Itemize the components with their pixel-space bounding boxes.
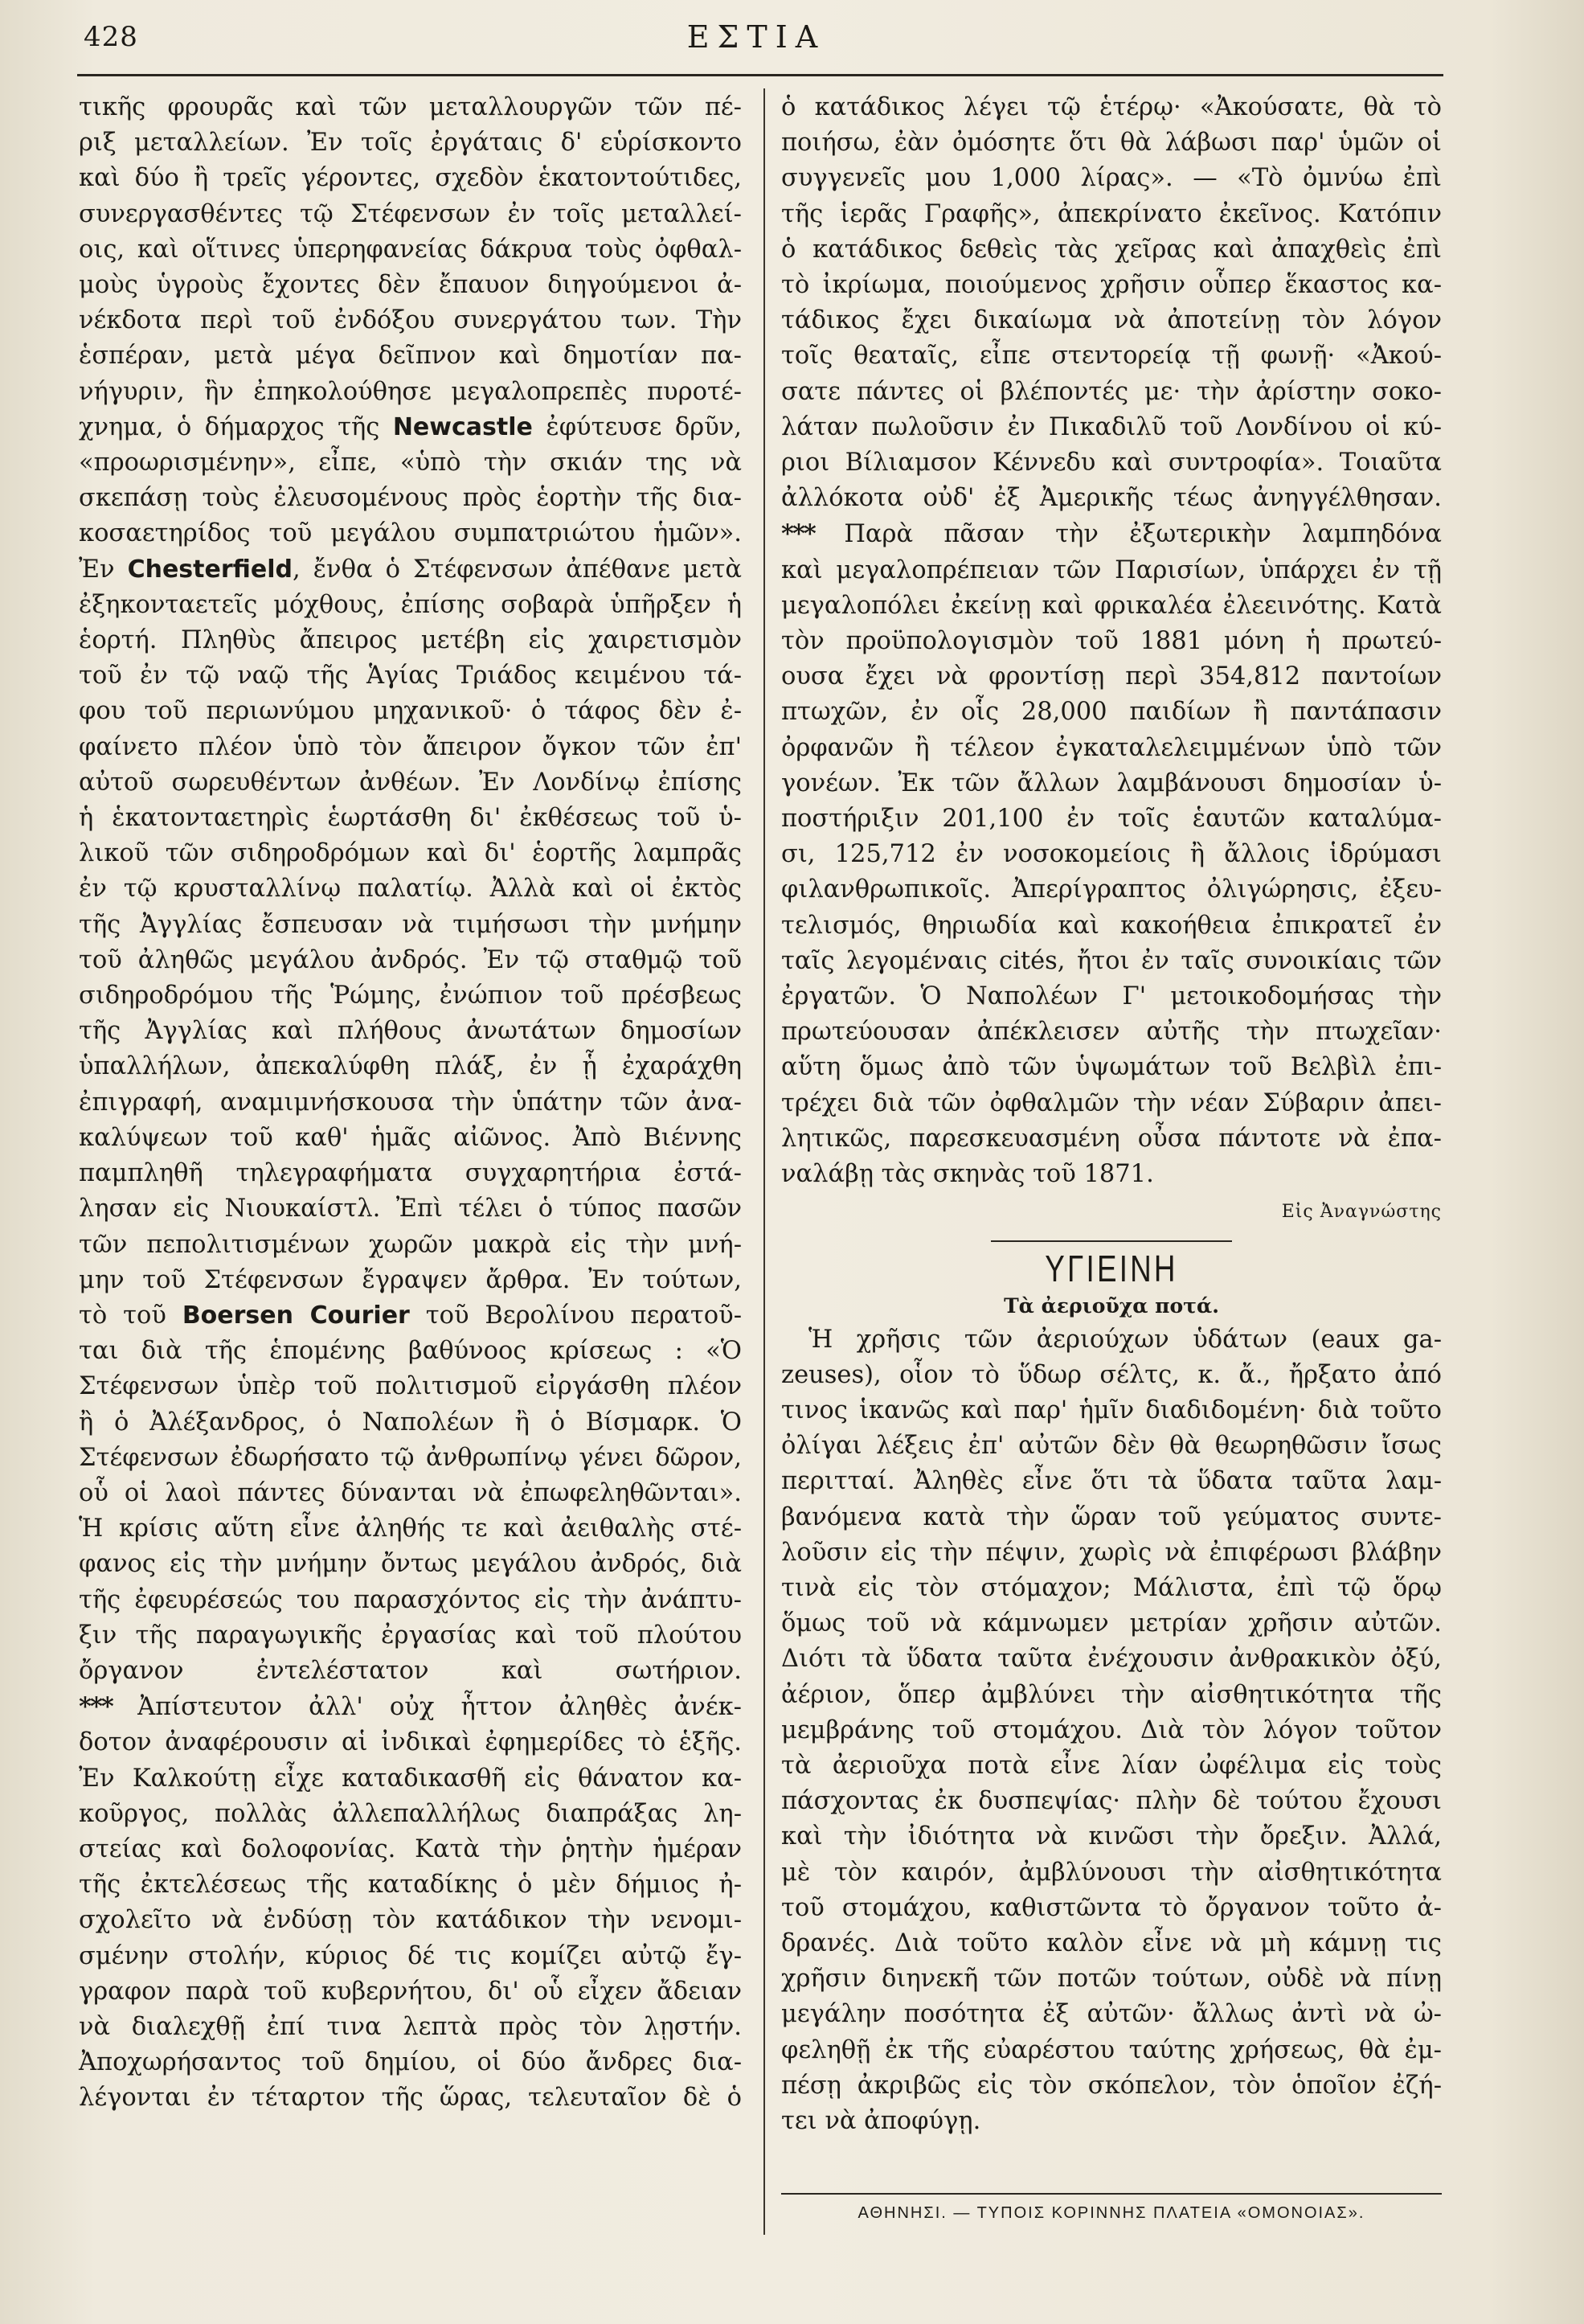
paragraph-ornament: *** — [781, 519, 815, 549]
text-line — [781, 303, 1442, 338]
text-line — [79, 1547, 742, 1582]
column-divider — [763, 88, 765, 2235]
text-line — [781, 1961, 1442, 1997]
text-line — [781, 481, 1442, 516]
text-line — [781, 1086, 1442, 1121]
text-segment: νὰ διαλεχθῇ ἐπί τινα λεπτὰ πρὸς τὸν λῃστήν. — [79, 2012, 742, 2041]
text-line — [781, 1500, 1442, 1535]
text-segment: ξιν τῆς παραγωγικῆς ἐργασίας καὶ τοῦ πλούτου — [79, 1621, 742, 1650]
text-line — [79, 1583, 742, 1618]
imprint-rule — [781, 2193, 1442, 2195]
text-segment: ριξ μεταλλείων. Ἐν τοῖς ἐργάταις δ' εὑρίσκοντο — [79, 129, 742, 158]
text-line — [781, 801, 1442, 837]
text-segment: γραφον παρὰ τοῦ κυβερνήτου, δι' οὗ εἶχεν ἄδειαν — [79, 1977, 742, 2006]
text-segment: φεληθῇ ἐκ τῆς εὐαρέστου ταύτης χρήσεως, θὰ ἐμ- — [781, 2035, 1442, 2064]
text-line — [781, 268, 1442, 303]
text-segment: τὸ ἰκρίωμα, ποιούμενος χρῆσιν οὗπερ ἕκαστος κα- — [781, 271, 1442, 300]
page-header — [77, 14, 1435, 63]
text-segment: δοτον ἀναφέρουσιν αἱ ἰνδικαὶ ἐφημερίδες τὸ ἑξῆς. — [79, 1728, 742, 1757]
text-segment: γονέων. Ἐκ τῶν ἄλλων λαμβάνουσι δημοσίαν ὑ- — [781, 769, 1442, 797]
text-line — [781, 1784, 1442, 1819]
text-segment: τοῦ Βερολίνου περατοῦ- — [409, 1301, 743, 1330]
text-segment: σιδηροδρόμου τῆς Ῥώμης, ἐνώπιον τοῦ πρέσβεως — [79, 982, 742, 1010]
text-segment: μεμβράνης τοῦ στομάχου. Διὰ τὸν λόγον τοῦτον — [781, 1715, 1442, 1744]
text-line — [79, 125, 742, 161]
text-segment: καὶ δύο ἢ τρεῖς γέροντες, σχεδὸν ἑκατοντούτιδες, — [79, 164, 742, 193]
text-line — [781, 872, 1442, 908]
text-line — [781, 90, 1442, 125]
text-segment: οις, καὶ οἵτινες ὑπερηφανείας δάκρυα τοὺς ὀφθαλ- — [79, 235, 742, 264]
section-subtitle: Τὰ ἀεριοῦχα ποτά. — [1004, 1293, 1219, 1318]
text-segment: ἐξηκονταετεῖς μόχθους, ἐπίσης σοβαρὰ ὑπῆρξεν ἡ — [79, 590, 742, 619]
text-line — [781, 445, 1442, 481]
text-line — [79, 1654, 742, 1689]
text-line — [79, 694, 742, 729]
proper-name: Newcastle — [392, 412, 533, 441]
text-segment: τοῦ ἀληθῶς μεγάλου ἀνδρός. Ἐν τῷ σταθμῷ τοῦ — [79, 945, 742, 974]
text-line — [781, 1428, 1442, 1464]
text-line — [79, 1832, 742, 1867]
text-segment: μην τοῦ Στέφενσων ἔγραψεν ἄρθρα. Ἐν τούτων, — [79, 1265, 742, 1294]
text-line — [79, 481, 742, 516]
text-segment: τρέχει διὰ τῶν ὀφθαλμῶν τὴν νέαν Σύβαριν ἀπει- — [781, 1088, 1442, 1117]
text-line — [79, 268, 742, 303]
text-segment: ουσα ἔχει νὰ φροντίσῃ περὶ 354,812 παντοίων — [781, 662, 1442, 691]
text-segment: , ἔνθα ὁ Στέφενσων ἀπέθανε μετὰ — [292, 555, 742, 584]
text-line — [79, 1121, 742, 1156]
text-line — [79, 516, 742, 551]
text-line — [781, 161, 1442, 196]
paragraph-ornament: *** — [79, 1692, 113, 1722]
text-segment: παμπληθῆ τηλεγραφήματα συγχαρητήρια ἐστά- — [79, 1159, 742, 1188]
text-segment: νέκδοτα περὶ τοῦ ἐνδόξου συνεργάτου των. Τὴν — [79, 306, 742, 335]
text-line — [79, 908, 742, 943]
text-segment: φανος εἰς τὴν μνήμην ὄντως μεγάλου ἀνδρός, διὰ — [79, 1550, 742, 1579]
text-segment: τῶν πεπολιτισμένων χωρῶν μακρὰ εἰς τὴν μνή- — [79, 1230, 742, 1259]
text-segment: τελισμός, θηριωδία καὶ κακοήθεια ἐπικρατεῖ ἐν — [781, 911, 1442, 940]
text-segment: νήγυριν, ἣν ἐπηκολούθησε μεγαλοπρεπὲς πυροτέ- — [79, 377, 742, 406]
text-line — [781, 731, 1442, 766]
text-line — [79, 1085, 742, 1121]
text-segment: φιλανθρωπικοῖς. Ἀπερίγραπτος ὀλιγώρησις, ἐξευ- — [781, 875, 1442, 904]
text-segment: ἐργατῶν. Ὁ Ναπολέων Γ' μετοικοδομήσας τὴν — [781, 982, 1442, 1011]
text-line — [79, 1974, 742, 2010]
text-segment: φαίνετο πλέον ὑπὸ τὸν ἄπειρον ὄγκον τῶν ἐπ' — [79, 732, 742, 761]
text-line — [781, 1571, 1442, 1606]
text-segment: κοσαετηρίδος τοῦ μεγάλου συμπατριώτου ἡμῶν». — [79, 519, 742, 548]
text-segment: τοῦ ἐν τῷ ναῷ τῆς Ἁγίας Τριάδος κειμένου τά- — [79, 662, 742, 691]
text-line — [781, 553, 1442, 588]
text-line — [781, 1606, 1442, 1642]
text-line — [79, 1797, 742, 1832]
text-line — [781, 1642, 1442, 1677]
text-line — [781, 1713, 1442, 1748]
text-line — [781, 944, 1442, 979]
text-line — [79, 1156, 742, 1191]
text-segment: ὀρφανῶν ἢ τέλεον ἐγκαταλελειμμένων ὑπὸ τῶν — [781, 733, 1442, 762]
text-segment: ὀλίγαι λέξεις ἐπ' αὐτῶν δὲν θὰ θεωρηθῶσιν ἴσως — [781, 1432, 1442, 1461]
text-segment: ἑορτή. Πληθὺς ἄπειρος μετέβη εἰς χαιρετισμὸν — [79, 626, 742, 655]
text-line — [781, 1819, 1442, 1855]
text-segment: Διότι τὰ ὕδατα ταῦτα ἐνέχουσιν ἀνθρακικὸν ὀξύ, — [781, 1645, 1442, 1674]
text-segment: λέγονται ἐν τέταρτον τῆς ὥρας, τελευταῖον δὲ ὁ — [79, 2084, 742, 2113]
text-line — [79, 303, 742, 338]
text-line — [781, 908, 1442, 944]
text-line — [781, 766, 1442, 801]
text-line — [781, 979, 1442, 1014]
page-number: 428 — [84, 21, 138, 53]
text-line — [79, 161, 742, 196]
text-segment: Ἡ χρῆσις τῶν ἀεριούχων ὑδάτων (eaux ga- — [808, 1325, 1442, 1354]
text-line — [781, 2104, 1442, 2139]
text-segment: αὕτη ὅμως ἀπὸ τῶν ὑψωμάτων τοῦ Βελβὶλ ἐπι- — [781, 1053, 1442, 1082]
signature-text: Εἰς Ἀναγνώστης — [1281, 1202, 1442, 1223]
text-line — [79, 552, 742, 588]
text-segment: σμένην στολήν, κύριος δέ τις κομίζει αὐτῷ ἔγ- — [79, 1941, 742, 1970]
text-segment: σχολεῖτο νὰ ἐνδύσῃ τὸν κατάδικον τὴν νενομι- — [79, 1906, 742, 1935]
text-segment: λητικῶς, παρεσκευασμένη οὖσα πάντοτε νὰ ἐπα- — [781, 1124, 1442, 1153]
text-line — [781, 1464, 1442, 1499]
text-segment: ὁ κατάδικος λέγει τῷ ἑτέρῳ· «Ἀκούσατε, θὰ τὸ — [781, 93, 1442, 121]
text-line — [781, 695, 1442, 730]
article-signature — [781, 1192, 1442, 1230]
text-line — [79, 1014, 742, 1049]
text-segment: τὸ τοῦ — [79, 1301, 182, 1330]
text-segment: πέσῃ ἀκριβῶς εἰς τὸν σκόπελον, τὸν ὁποῖον ἐζή- — [781, 2071, 1442, 2100]
text-segment: περιτταί. Ἀληθὲς εἶνε ὅτι τὰ ὕδατα ταῦτα λαμ- — [781, 1467, 1442, 1496]
text-line — [781, 375, 1442, 410]
text-line — [79, 1689, 742, 1725]
text-segment: Στέφενσων ἐδωρήσατο τῷ ἀνθρωπίνῳ γένει δῶρον, — [79, 1443, 742, 1472]
text-line — [79, 1263, 742, 1298]
text-segment: στείας καὶ δολοφονίας. Κατὰ τὴν ῥητὴν ἡμέραν — [79, 1834, 742, 1863]
section-rule — [991, 1240, 1232, 1242]
text-segment: βανόμενα κατὰ τὴν ὥραν τοῦ γεύματος συντε- — [781, 1502, 1442, 1531]
text-segment: τὰ ἀεριοῦχα ποτὰ εἶνε λίαν ὠφέλιμα εἰς τοὺς — [781, 1751, 1442, 1780]
text-segment: πρωτεύουσαν ἀπέκλεισεν αὐτῆς τὴν πτωχεῖαν· — [781, 1018, 1442, 1047]
text-line — [781, 232, 1442, 268]
text-line — [79, 765, 742, 801]
proper-name: Chesterfield — [127, 555, 293, 584]
text-segment: ποστήριξιν 201,100 ἐν τοῖς ἑαυτῶν καταλύμα- — [781, 805, 1442, 834]
text-segment: ἑσπέραν, μετὰ μέγα δεῖπνον καὶ δημοτίαν πα- — [79, 342, 742, 371]
text-segment: «προωρισμένην», εἶπε, «ὑπὸ τὴν σκιάν της νὰ — [79, 449, 742, 478]
text-line — [79, 1298, 742, 1334]
text-segment: ἐπιγραφή, αναμιμνήσκουσα τὴν ὑπάτην τῶν ἀνα- — [79, 1088, 742, 1117]
text-line — [781, 1050, 1442, 1085]
text-segment: τοῦ στομάχου, καθιστῶντα τὸ ὄργανον τοῦτο ἀ- — [781, 1893, 1442, 1922]
text-line — [781, 1157, 1442, 1192]
text-segment: καλύψεων τοῦ καθ' ἡμᾶς αἰῶνος. Ἀπὸ Βιέννης — [79, 1123, 742, 1152]
text-segment: μὲ τὸν καιρόν, ἀμβλύνουσι τὴν αἰσθητικότητα — [781, 1858, 1442, 1887]
text-segment: οὗ οἱ λαοὶ πάντες δύνανται νὰ ἐπωφεληθῶνται». — [79, 1478, 742, 1507]
text-segment: λησαν εἰς Νιουκαίστλ. Ἐπὶ τέλει ὁ τύπος πασῶν — [79, 1195, 742, 1223]
text-segment: τῆς Ἀγγλίας καὶ πλήθους ἀνωτάτων δημοσίων — [79, 1017, 742, 1046]
text-segment: ὅμως τοῦ νὰ κάμνωμεν μετρίαν χρῆσιν αὐτῶν. — [781, 1609, 1442, 1638]
text-line — [781, 659, 1442, 695]
text-line — [781, 837, 1442, 872]
text-line — [781, 338, 1442, 374]
text-segment: τῆς Ἀγγλίας ἔσπευσαν νὰ τιμήσωσι τὴν μνήμην — [79, 910, 742, 939]
text-line — [79, 978, 742, 1014]
text-segment: πτωχῶν, ἐν οἷς 28,000 παιδίων ἢ παντάπασιν — [781, 698, 1442, 727]
right-column — [781, 90, 1442, 2139]
text-segment: δρανές. Διὰ τοῦτο καλὸν εἶνε νὰ μὴ κάμνῃ τις — [781, 1928, 1442, 1957]
text-line — [79, 90, 742, 125]
text-line — [79, 1867, 742, 1903]
proper-name: Boersen Courier — [182, 1301, 410, 1330]
text-line — [79, 410, 742, 445]
text-segment: τῆς ἐφευρέσεώς του παρασχόντος εἰς τὴν ἀνάπτυ- — [79, 1585, 742, 1614]
text-segment: φου τοῦ περιωνύμου μηχανικοῦ· ὁ τάφος δὲν ἐ- — [79, 697, 742, 726]
text-segment: μεγάλην ποσότητα ἐξ αὐτῶν· ἄλλως ἀντὶ νὰ ὠ- — [781, 2000, 1442, 2029]
text-segment: κοῦργος, πολλὰς ἀλλεπαλλήλως διαπράξας λη- — [79, 1799, 742, 1828]
text-segment: ὁ κατάδικος δεθεὶς τὰς χεῖρας καὶ ἀπαχθεὶς ἐπὶ — [781, 235, 1442, 264]
text-line — [781, 1322, 1442, 1358]
text-line — [79, 1369, 742, 1404]
text-line — [79, 338, 742, 374]
text-segment: ὄργανον ἐντελέστατον καὶ σωτήριον. — [79, 1656, 742, 1685]
text-line — [79, 836, 742, 871]
text-line — [79, 1939, 742, 1974]
text-segment: Ἐν Καλκούτῃ εἶχε καταδικασθῆ εἰς θάνατον κα- — [79, 1764, 742, 1793]
text-line — [781, 2033, 1442, 2068]
text-segment: ἐν τῷ κρυσταλλίνῳ παλατίῳ. Ἀλλὰ καὶ οἱ ἐκτὸς — [79, 875, 742, 904]
text-line — [79, 1476, 742, 1511]
text-line — [781, 125, 1442, 161]
text-line — [781, 1891, 1442, 1926]
text-segment: τάδικος ἔχει δικαίωμα νὰ ἀποτείνῃ τὸν λόγον — [781, 306, 1442, 335]
text-line — [79, 658, 742, 694]
text-line — [781, 1926, 1442, 1961]
text-line — [79, 1511, 742, 1547]
text-line — [781, 1121, 1442, 1157]
text-segment: Ἡ κρίσις αὕτη εἶνε ἀληθής τε καὶ ἀειθαλὴς στέ- — [79, 1514, 742, 1543]
text-segment: μοὺς ὑγροὺς ἔχοντες δὲν ἔπαυον διηγούμενοι ἀ- — [79, 271, 742, 300]
text-segment: σατε πάντες οἱ βλέποντές με· τὴν ἀρίστην σοκο- — [781, 377, 1442, 406]
text-segment: ται διὰ τῆς ἑπομένης βαθύνοος κρίσεως : «Ὁ — [79, 1337, 742, 1366]
text-line — [781, 2068, 1442, 2104]
text-segment: αὐτοῦ σωρευθέντων ἀνθέων. Ἐν Λονδίνῳ ἐπίσης — [79, 768, 742, 797]
text-segment: Ἀπίστευτον ἀλλ' οὐχ ἧττον ἀληθὲς ἀνέκ- — [111, 1693, 742, 1722]
text-segment: Ἀποχωρήσαντος τοῦ δημίου, οἱ δύο ἄνδρες δια- — [79, 2048, 742, 2077]
text-line — [781, 1393, 1442, 1428]
text-segment: τὸν προϋπολογισμὸν τοῦ 1881 μόνη ἡ πρωτεύ- — [781, 627, 1442, 656]
text-line — [781, 516, 1442, 552]
text-line — [79, 1618, 742, 1654]
left-column — [79, 90, 742, 2117]
text-line — [79, 1334, 742, 1369]
text-segment: ἡ ἑκατονταετηρὶς ἑωρτάσθη δι' ἐκθέσεως τοῦ ὑ- — [79, 804, 742, 833]
text-segment: zeuses), οἷον τὸ ὕδωρ σέλτς, κ. ἄ., ἤρξατο ἀπό — [781, 1360, 1442, 1389]
text-segment: τῆς ἱερᾶς Γραφῆς», ἀπεκρίνατο ἐκεῖνος. Κατόπιν — [781, 199, 1442, 228]
text-segment: σκεπάσῃ τοὺς ἐλευσομένους πρὸς ἑορτὴν τῆς δια- — [79, 484, 742, 513]
text-line — [781, 1014, 1442, 1050]
text-line — [79, 1228, 742, 1263]
text-line — [781, 1358, 1442, 1393]
text-line — [79, 801, 742, 836]
text-line — [79, 445, 742, 481]
text-line — [79, 1049, 742, 1084]
text-line — [79, 2045, 742, 2080]
text-line — [781, 197, 1442, 232]
text-segment: Ἐν — [79, 555, 128, 584]
text-segment: χρῆσιν διηνεκῆ τῶν ποτῶν τούτων, οὐδὲ νὰ πίνῃ — [781, 1965, 1442, 1994]
text-line — [781, 624, 1442, 659]
text-segment: ἀλλόκοτα οὐδ' ἐξ Ἀμερικῆς τέως ἀνηγγέλθησαν. — [781, 484, 1442, 513]
text-line — [781, 1535, 1442, 1571]
text-segment: τῆς ἐκτελέσεως τῆς καταδίκης ὁ μὲν δήμιος ἠ- — [79, 1871, 742, 1900]
text-segment: τινὰ εἰς τὸν στόμαχον; Μάλιστα, ἐπὶ τῷ ὅρῳ — [781, 1573, 1442, 1602]
text-line — [79, 232, 742, 268]
text-segment: ποιήσω, ἐὰν ὀμόσητε ὅτι θὰ λάβωσι παρ' ὑμῶν οἱ — [781, 129, 1442, 158]
text-segment: πάσχοντας ἐκ δυσπεψίας· πλὴν δὲ τούτου ἔχουσι — [781, 1787, 1442, 1816]
text-segment: Παρὰ πᾶσαν τὴν ἐξωτερικὴν λαμπηδόνα — [813, 520, 1442, 549]
text-segment: ἢ ὁ Ἀλέξανδρος, ὁ Ναπολέων ἢ ὁ Βίσμαρκ. Ὁ — [79, 1408, 742, 1437]
text-segment: χνημα, ὁ δήμαρχος τῆς — [79, 412, 393, 441]
text-line — [79, 1761, 742, 1797]
text-line — [781, 1855, 1442, 1891]
text-line — [79, 1405, 742, 1441]
text-segment: ταῖς λεγομέναις cités, ἤτοι ἐν ταῖς συνοικίαις τῶν — [781, 946, 1442, 975]
text-line — [79, 1725, 742, 1760]
text-segment: μεγαλοπόλει ἐκείνῃ καὶ φρικαλέα ἐλεεινότης. Κατὰ — [781, 591, 1442, 620]
printer-imprint: ΑΘΗΝΗΣΙ. — ΤΥΠΟΙΣ ΚΟΡΙΝΝΗΣ ΠΛΑΤΕΙΑ «ΟΜΟΝΟΙΑΣ». — [857, 2204, 1365, 2222]
text-line — [79, 730, 742, 765]
text-segment: ὑπαλλήλων, ἀπεκαλύφθη πλάξ, ἐν ᾗ ἐχαράχθη — [79, 1052, 742, 1081]
text-segment: ναλάβῃ τὰς σκηνὰς τοῦ 1871. — [781, 1160, 1154, 1189]
text-line — [79, 197, 742, 232]
header-rule — [77, 74, 1443, 76]
text-line — [781, 1678, 1442, 1713]
text-segment: ριοι Βίλιαμσον Κέννεδυ καὶ συντροφία». Τοιαῦτα — [781, 449, 1442, 478]
text-line — [79, 1191, 742, 1227]
text-segment: λάταν πωλοῦσιν ἐν Πικαδιλῦ τοῦ Λονδίνου οἱ κύ- — [781, 412, 1442, 441]
text-segment: συνεργασθέντες τῷ Στέφενσων ἐν τοῖς μεταλλεί- — [79, 199, 742, 228]
text-segment: ἀέριον, ὅπερ ἀμβλύνει τὴν αἰσθητικότητα τῆς — [781, 1680, 1442, 1709]
text-segment: καὶ μεγαλοπρέπειαν τῶν Παρισίων, ὑπάρχει ἐν τῇ — [781, 555, 1442, 584]
text-line — [79, 588, 742, 623]
text-segment: σι, 125,712 ἐν νοσοκομείοις ἢ ἄλλοις ἱδρύμασι — [781, 840, 1442, 869]
text-line — [79, 375, 742, 410]
text-line — [79, 623, 742, 658]
text-line — [79, 871, 742, 907]
text-segment: τει νὰ ἀποφύγῃ. — [781, 2106, 981, 2135]
text-line — [79, 2080, 742, 2116]
text-segment: τικῆς φρουρᾶς καὶ τῶν μεταλλουργῶν τῶν πέ- — [79, 93, 742, 121]
text-segment: λικοῦ τῶν σιδηροδρόμων καὶ δι' ἑορτῆς λαμπρᾶς — [79, 839, 742, 868]
running-title: ΕΣΤΙΑ — [686, 19, 826, 55]
text-segment: λοῦσιν εἰς τὴν πέψιν, χωρὶς νὰ ἐπιφέρωσι βλάβην — [781, 1538, 1442, 1567]
text-line — [79, 1903, 742, 1938]
text-segment: Στέφενσων ὑπὲρ τοῦ πολιτισμοῦ εἰργάσθη πλέον — [79, 1372, 742, 1401]
text-line — [79, 1441, 742, 1476]
text-line — [781, 1997, 1442, 2032]
text-line — [79, 943, 742, 978]
text-segment: τοῖς θεαταῖς, εἶπε στεντορείᾳ τῇ φωνῇ· «Ἀκού- — [781, 342, 1442, 371]
text-line — [781, 1748, 1442, 1784]
section-title: ΥΓΙΕΙΝΗ — [1045, 1247, 1178, 1289]
text-segment: καὶ τὴν ἰδιότητα νὰ κινῶσι τὴν ὄρεξιν. Ἀλλά, — [781, 1822, 1442, 1851]
text-segment: ἐφύτευσε δρῦν, — [532, 412, 742, 441]
text-line — [781, 588, 1442, 624]
text-segment: τινος ἱκανῶς καὶ παρ' ἡμῖν διαδιδομένη· διὰ τοῦτο — [781, 1396, 1442, 1424]
text-line — [79, 2010, 742, 2045]
text-line — [781, 410, 1442, 445]
text-segment: συγγενεῖς μου 1,000 λίρας». — «Τὸ ὀμνύω ἐπὶ — [781, 164, 1442, 193]
